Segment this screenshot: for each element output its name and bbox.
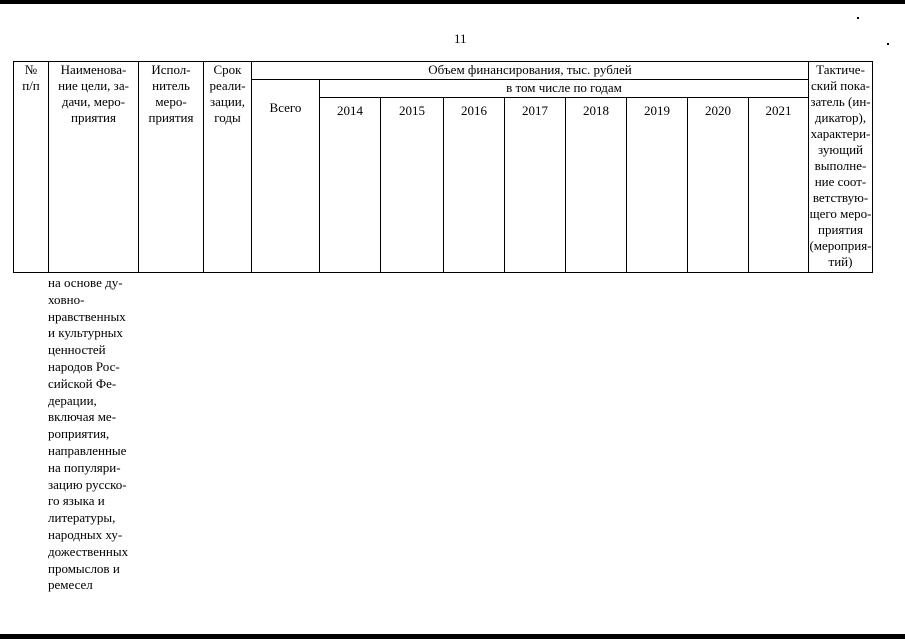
header-num: № п/п [14,62,49,273]
scan-speck [857,17,859,19]
header-name: Наименова- ние цели, за- дачи, меро- приятия [49,62,139,273]
top-border-rule [0,0,905,4]
header-indicator: Тактиче- ский пока- затель (ин- дикатор), характери- зующий выполне- ние соот- ветствую- щего меро- приятия (мероприя- тий) [809,62,873,273]
bottom-border-rule [0,634,905,639]
header-year-2018: 2018 [566,98,627,273]
funding-table [13,61,873,273]
header-year-2021: 2021 [749,98,809,273]
continuation-text: на основе ду- ховно- нравственных и культурных ценностей народов Рос- сийской Фе- дерации, включая ме- роприятия, направленные на популяри- зацию русско- го языка и литературы, народных ху- дожественных промыслов и ремесел [48,275,129,593]
header-by-year: в том числе по годам [320,80,809,98]
header-funding: Объем финансирования, тыс. рублей [252,62,809,80]
header-year-2020: 2020 [688,98,749,273]
header-year-2019: 2019 [627,98,688,273]
page-number: 11 [454,31,467,46]
scan-speck [887,43,889,45]
header-year-2017: 2017 [505,98,566,273]
header-term: Срок реали- зации, годы [204,62,252,273]
header-executor: Испол- нитель меро- приятия [139,62,204,273]
header-year-2014: 2014 [320,98,381,273]
header-total: Всего [252,80,320,273]
header-year-2015: 2015 [381,98,444,273]
header-year-2016: 2016 [444,98,505,273]
